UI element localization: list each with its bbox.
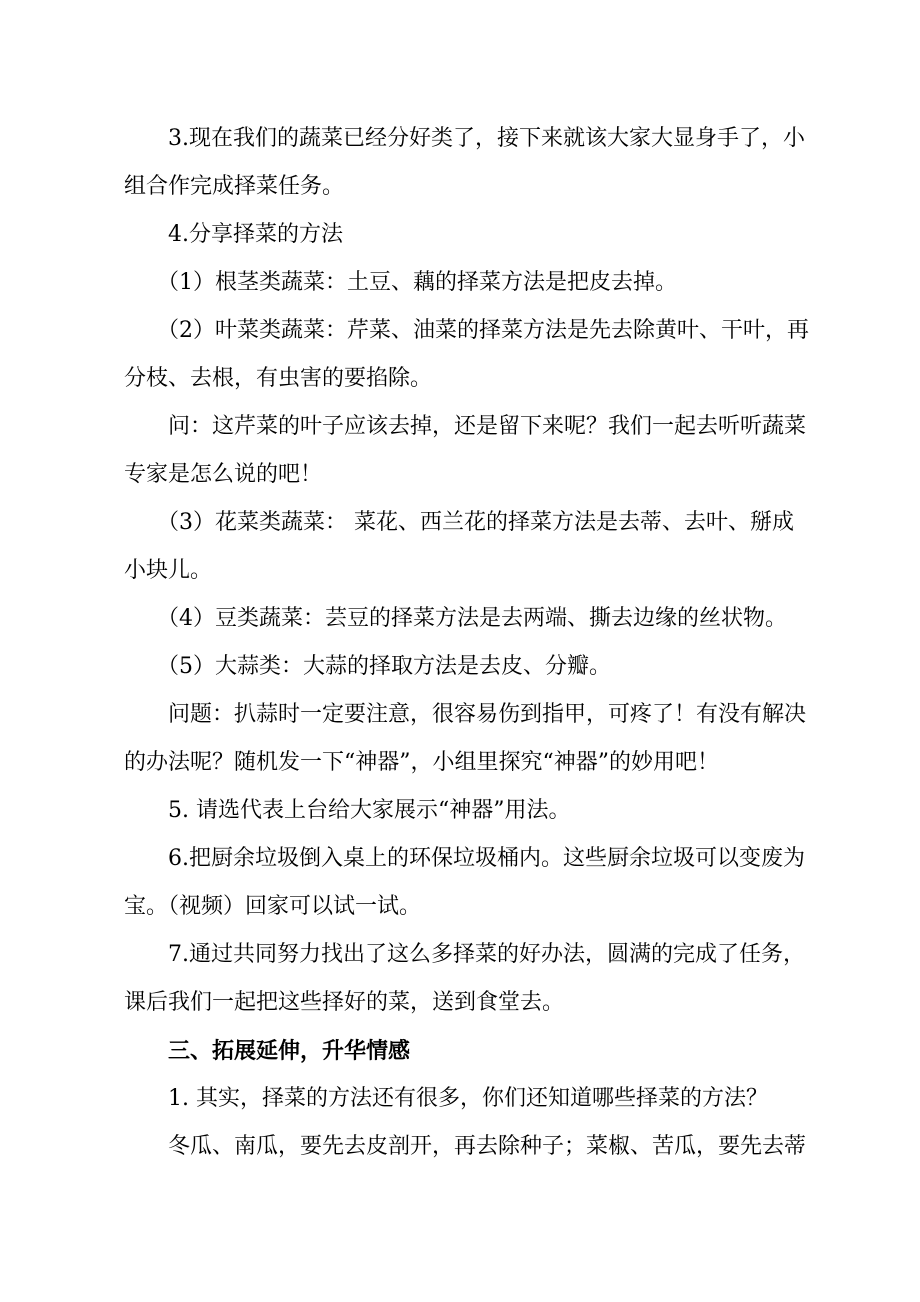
text-line: 课后我们一起把这些择好的菜，送到食堂去。 <box>124 990 565 1015</box>
text-line: （2）叶菜类蔬菜：芹菜、油菜的择菜方法是先去除黄叶、干叶，再 <box>157 318 809 343</box>
text-line: 小块儿。 <box>124 558 213 583</box>
text-line: 4.分享择菜的方法 <box>168 222 343 247</box>
text-line: （1）根茎类蔬菜：土豆、藕的择菜方法是把皮去掉。 <box>157 270 677 295</box>
text-line: 冬瓜、南瓜，要先去皮剖开，再去除种子；菜椒、苦瓜，要先去蒂 <box>168 1134 807 1159</box>
text-line: （4）豆类蔬菜：芸豆的择菜方法是去两端、撕去边缘的丝状物。 <box>157 606 787 631</box>
text-line: 5. 请选代表上台给大家展示“神器”用法。 <box>168 798 571 823</box>
text-line: （3）花菜类蔬菜： 菜花、西兰花的择菜方法是去蒂、去叶、掰成 <box>157 510 794 535</box>
text-line: 6.把厨余垃圾倒入桌上的环保垃圾桶内。这些厨余垃圾可以变废为 <box>168 846 805 871</box>
text-line: 分枝、去根，有虫害的要掐除。 <box>124 366 433 391</box>
text-line: 问题：扒蒜时一定要注意，很容易伤到指甲，可疼了！有没有解决 <box>168 702 807 727</box>
text-line: （5）大蒜类：大蒜的择取方法是去皮、分瓣。 <box>157 654 611 679</box>
text-line: 7.通过共同努力找出了这么多择菜的好办法，圆满的完成了任务， <box>168 942 805 967</box>
text-line: 专家是怎么说的吧！ <box>124 462 323 487</box>
section-heading: 三、拓展延伸，升华情感 <box>168 1038 411 1064</box>
text-line: 组合作完成择菜任务。 <box>124 174 345 199</box>
text-line: 的办法呢？随机发一下“神器”，小组里探究“神器”的妙用吧！ <box>124 750 719 775</box>
text-line: 问：这芹菜的叶子应该去掉，还是留下来呢？我们一起去听听蔬菜 <box>168 414 807 439</box>
text-line: 宝。（视频）回家可以试一试。 <box>124 894 422 919</box>
text-line: 3.现在我们的蔬菜已经分好类了，接下来就该大家大显身手了，小 <box>168 126 805 151</box>
text-line: 1. 其实，择菜的方法还有很多，你们还知道哪些择菜的方法？ <box>168 1086 768 1111</box>
